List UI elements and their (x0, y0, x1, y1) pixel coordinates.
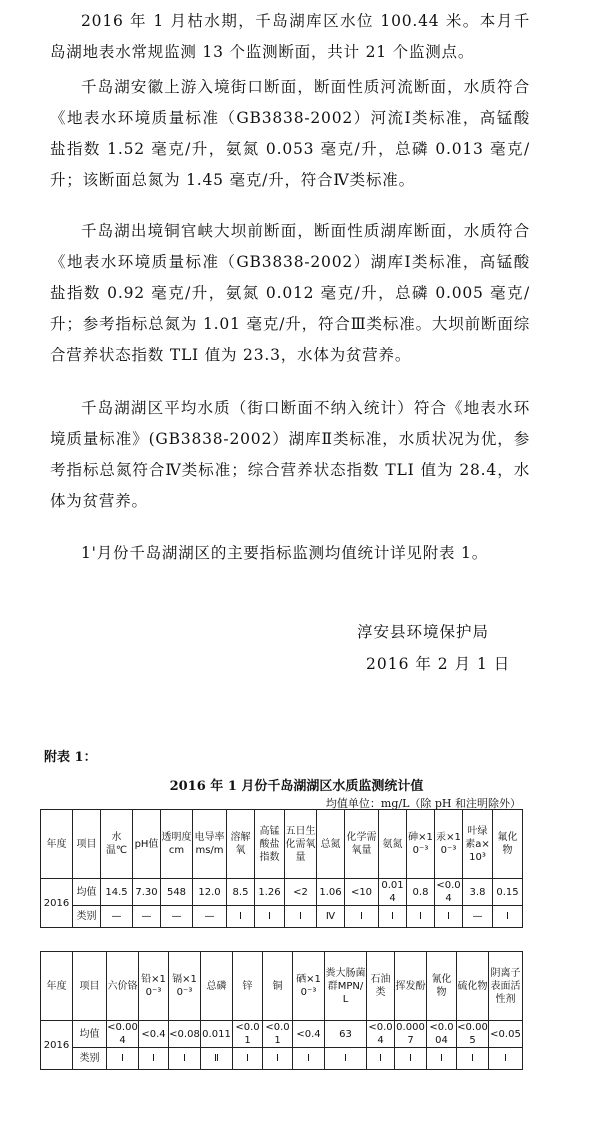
header-cell: 溶解氧 (227, 810, 255, 879)
class-cell: — (101, 906, 133, 928)
header-cell: 砷×10⁻³ (407, 810, 435, 879)
table-row-class (41, 1048, 523, 1070)
header-cell: 五日生化需氧量 (285, 810, 317, 879)
header-cell: 硒×10⁻³ (293, 952, 325, 1021)
row-label-class: 类别 (73, 906, 101, 928)
class-cell: — (133, 906, 161, 928)
row-label-class: 类别 (73, 1048, 107, 1070)
class-cell: — (161, 906, 193, 928)
class-cell: Ⅰ (427, 1048, 457, 1070)
table-row-mean (41, 879, 523, 906)
table-header-row (41, 952, 523, 1021)
header-cell: 氨氮 (379, 810, 407, 879)
class-cell: Ⅰ (407, 906, 435, 928)
mean-cell: <0.005 (457, 1022, 488, 1046)
class-cell: Ⅰ (325, 1048, 367, 1070)
mean-cell: <0.01 (233, 1021, 263, 1048)
mean-cell: 1.26 (255, 879, 285, 906)
mean-cell: <0.08 (169, 1021, 201, 1048)
header-cell: 水温℃ (101, 810, 133, 879)
table-header-row (41, 810, 523, 879)
mean-cell: <0.01 (263, 1021, 293, 1048)
header-cell: 总磷 (201, 952, 233, 1021)
mean-cell: <0.04 (436, 880, 461, 904)
unit-note: 均值单位：mg/L（除 pH 和注明除外） (325, 797, 521, 810)
year-cell: 2016 (41, 1021, 73, 1070)
mean-cell: 7.30 (133, 879, 161, 906)
mean-cell: <0.05 (489, 1021, 523, 1048)
header-cell: 年度 (41, 810, 73, 879)
mean-cell: 14.5 (101, 879, 133, 906)
header-cell: 六价铬 (107, 952, 139, 1021)
class-cell: Ⅰ (233, 1048, 263, 1070)
header-cell: 镉×10⁻³ (169, 952, 201, 1021)
header-cell: 项目 (73, 952, 107, 1021)
mean-cell: 63 (325, 1021, 367, 1048)
header-cell: 透明度cm (161, 810, 193, 879)
water-quality-table-1 (40, 809, 523, 928)
header-cell: 化学需氧量 (345, 810, 379, 879)
class-cell: Ⅰ (345, 906, 379, 928)
mean-cell: <0.004 (107, 1022, 138, 1046)
class-cell: Ⅰ (457, 1048, 489, 1070)
water-quality-table-2 (40, 951, 523, 1070)
mean-cell: 12.0 (193, 879, 227, 906)
class-cell: Ⅰ (169, 1048, 201, 1070)
paragraph-jiekou-section: 千岛湖安徽上游入境街口断面，断面性质河流断面，水质符合《地表水环境质量标准（GB3838-2002）河流Ⅰ类标准，高锰酸盐指数 1.52 毫克/升，氨氮 0.053 毫克/升，总磷 0.013 毫克/升；该断面总氮为 1.45 毫克/升，符合Ⅳ类标准。 (50, 78, 530, 189)
header-cell: 项目 (73, 810, 101, 879)
mean-cell: 8.5 (227, 879, 255, 906)
class-cell: Ⅳ (317, 906, 345, 928)
annex-label: 附表 1： (44, 750, 97, 765)
paragraph-water-level: 2016 年 1 月枯水期，千岛湖库区水位 100.44 米。本月千岛湖地表水常规监测 13 个监测断面，共计 21 个监测点。 (50, 12, 530, 61)
header-cell: 总氮 (317, 810, 345, 879)
table-row-class (41, 906, 523, 928)
header-cell: 阴离子表面活性剂 (489, 952, 523, 1021)
signature-org: 淳安县环境保护局 (357, 623, 490, 641)
row-label-mean: 均值 (73, 879, 101, 906)
class-cell: Ⅰ (255, 906, 285, 928)
mean-cell: 548 (161, 879, 193, 906)
mean-cell: 1.06 (317, 879, 345, 906)
class-cell: Ⅱ (201, 1048, 233, 1070)
mean-cell: 0.011 (201, 1021, 233, 1048)
class-cell: Ⅰ (227, 906, 255, 928)
header-cell: 铅×10⁻³ (139, 952, 169, 1021)
header-cell: 铜 (263, 952, 293, 1021)
mean-cell: 3.8 (463, 879, 493, 906)
year-cell: 2016 (41, 879, 73, 928)
class-cell: — (193, 906, 227, 928)
header-cell: 叶绿素a×10³ (463, 810, 493, 879)
class-cell: — (463, 906, 493, 928)
header-cell: 石油类 (367, 952, 395, 1021)
class-cell: Ⅰ (489, 1048, 523, 1070)
mean-cell: 0.0007 (396, 1022, 425, 1046)
class-cell: Ⅰ (139, 1048, 169, 1070)
header-cell: 高锰酸盐指数 (255, 810, 285, 879)
mean-cell: <0.04 (368, 1022, 393, 1046)
class-cell: Ⅰ (285, 906, 317, 928)
header-cell: 电导率ms/m (193, 810, 227, 879)
mean-cell: <10 (345, 879, 379, 906)
signature-date: 2016 年 2 月 1 日 (366, 655, 511, 673)
mean-cell: 0.8 (407, 879, 435, 906)
class-cell: Ⅰ (293, 1048, 325, 1070)
class-cell: Ⅰ (379, 906, 407, 928)
paragraph-annex-reference: 1'月份千岛湖湖区的主要指标监测均值统计详见附表 1。 (81, 544, 489, 562)
header-cell: 挥发酚 (395, 952, 427, 1021)
mean-cell: <0.4 (293, 1021, 325, 1048)
mean-cell: <0.4 (139, 1021, 169, 1048)
header-cell: 氟化物 (493, 810, 523, 879)
paragraph-dam-section: 千岛湖出境铜官峡大坝前断面，断面性质湖库断面，水质符合《地表水环境质量标准（GB3838-2002）湖库Ⅰ类标准，高锰酸盐指数 0.92 毫克/升，氨氮 0.012 毫克/升，总磷 0.005 毫克/升；参考指标总氮为 1.01 毫克/升，符合Ⅲ类标准。大坝前断面综合营养状态指数 TLI 值为 23.3，水体为贫营养。 (50, 222, 530, 364)
header-cell: 氰化物 (427, 952, 457, 1021)
class-cell: Ⅰ (107, 1048, 139, 1070)
mean-cell: 0.15 (493, 879, 523, 906)
header-cell: 年度 (41, 952, 73, 1021)
header-cell: pH值 (133, 810, 161, 879)
paragraph-lake-average: 千岛湖湖区平均水质（街口断面不纳入统计）符合《地表水环境质量标准》(GB3838-2002）湖库Ⅱ类标准，水质状况为优，参考指标总氮符合Ⅳ类标准；综合营养状态指数 TLI 值为 28.4，水体为贫营养。 (50, 399, 530, 510)
class-cell: Ⅰ (263, 1048, 293, 1070)
class-cell: Ⅰ (435, 906, 463, 928)
row-label-mean: 均值 (73, 1021, 107, 1048)
class-cell: Ⅰ (395, 1048, 427, 1070)
class-cell: Ⅰ (367, 1048, 395, 1070)
mean-cell: <0.004 (427, 1021, 457, 1048)
header-cell: 汞×10⁻³ (435, 810, 463, 879)
header-cell: 粪大肠菌群MPN/L (325, 952, 367, 1021)
header-cell: 硫化物 (457, 952, 489, 1021)
table-row-mean (41, 1021, 523, 1048)
mean-cell: <2 (285, 879, 317, 906)
table-title: 2016 年 1 月份千岛湖湖区水质监测统计值 (169, 779, 424, 794)
header-cell: 锌 (233, 952, 263, 1021)
class-cell: Ⅰ (493, 906, 523, 928)
mean-cell: 0.014 (379, 879, 407, 906)
